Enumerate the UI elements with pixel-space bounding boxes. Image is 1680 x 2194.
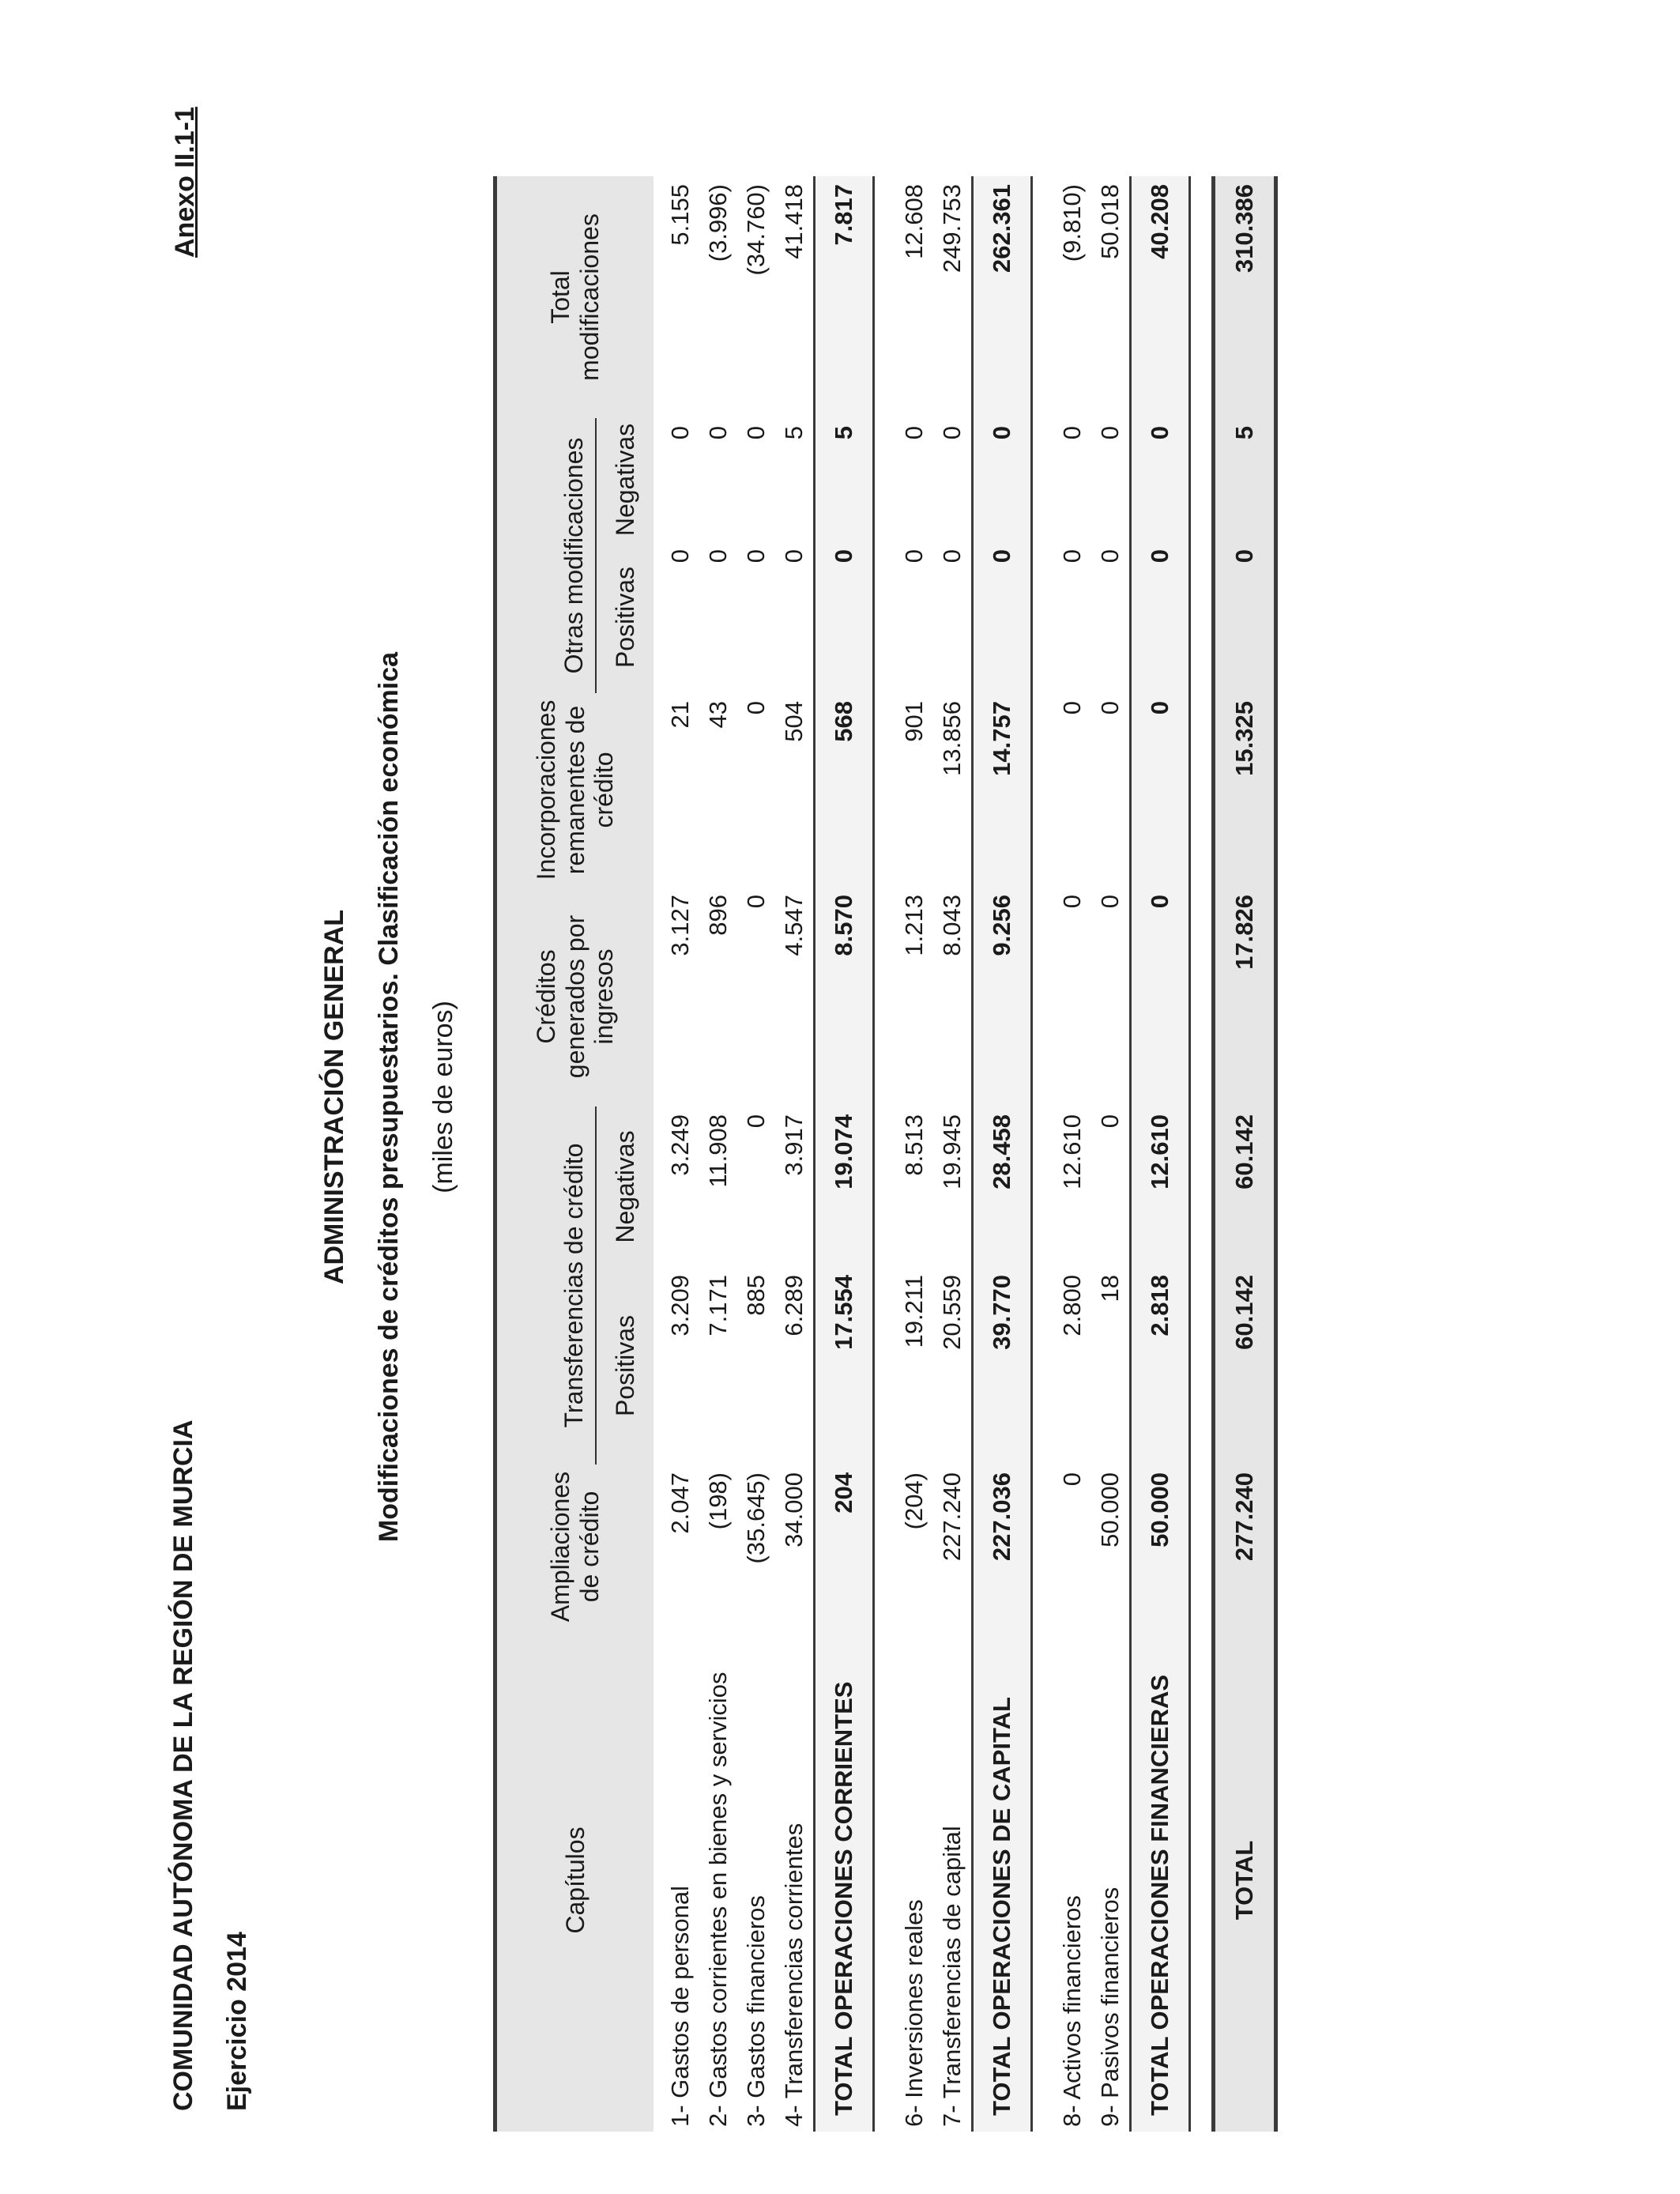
cell-value: 0 bbox=[1096, 1114, 1124, 1129]
cell-value: 0 bbox=[900, 426, 928, 440]
spacer-row bbox=[1190, 176, 1214, 2132]
header-otras-negativas: Negativas bbox=[596, 418, 654, 541]
cell-value: 21 bbox=[666, 701, 694, 729]
cell-value: (198) bbox=[704, 1472, 732, 1530]
cell-value: 3.249 bbox=[666, 1114, 694, 1176]
cell-value: 0 bbox=[1096, 549, 1124, 564]
cell-value: 20.559 bbox=[938, 1275, 966, 1350]
header-creditos-generados: Créditos generados por ingresos bbox=[495, 887, 654, 1106]
cell-value: 9.256 bbox=[973, 887, 1032, 1106]
cell-value: 19.074 bbox=[815, 1106, 874, 1267]
cell-value: 3.127 bbox=[666, 895, 694, 956]
cell-value: 2.800 bbox=[1058, 1275, 1086, 1336]
cell-value: 1.213 bbox=[900, 895, 928, 956]
cell-value: 4.547 bbox=[780, 895, 808, 956]
cell-value: 0 bbox=[1058, 701, 1086, 715]
cell-value: 0 bbox=[1096, 701, 1124, 715]
cell-value: 5.155 bbox=[666, 184, 694, 246]
table-header bbox=[495, 176, 654, 2132]
cell-value: 0 bbox=[704, 549, 732, 564]
table-row bbox=[1091, 176, 1131, 2132]
cell-value: 885 bbox=[742, 1275, 770, 1316]
row-label: TOTAL OPERACIONES DE CAPITAL bbox=[973, 1629, 1032, 2132]
cell-value: 2.818 bbox=[1131, 1267, 1190, 1465]
cell-value: 34.000 bbox=[780, 1472, 808, 1547]
cell-value: 6.289 bbox=[780, 1275, 808, 1336]
modifications-table bbox=[493, 176, 1278, 2132]
cell-value: 896 bbox=[704, 895, 732, 936]
header-transferencias: Transferencias de crédito bbox=[495, 1106, 597, 1465]
grand-total-row bbox=[1214, 176, 1276, 2132]
cell-value: 262.361 bbox=[973, 176, 1032, 418]
cell-value: 227.240 bbox=[938, 1472, 966, 1562]
cell-value: 0 bbox=[742, 701, 770, 715]
subtotal-row-capital bbox=[973, 176, 1032, 2132]
cell-value: 7.817 bbox=[815, 176, 874, 418]
cell-value: 12.610 bbox=[1131, 1106, 1190, 1267]
spacer-row bbox=[1032, 176, 1054, 2132]
table-body bbox=[654, 176, 1276, 2132]
cell-value: (34.760) bbox=[742, 184, 770, 276]
table-row bbox=[654, 176, 699, 2132]
row-label: 7- Transferencias de capital bbox=[938, 1826, 966, 2127]
row-label: 3- Gastos financieros bbox=[742, 1895, 770, 2127]
cell-value: 277.240 bbox=[1214, 1465, 1276, 1629]
cell-value: 5 bbox=[780, 426, 808, 440]
cell-value: 41.418 bbox=[780, 184, 808, 259]
cell-value: 13.856 bbox=[938, 701, 966, 776]
cell-value: 0 bbox=[1131, 887, 1190, 1106]
cell-value: 3.209 bbox=[666, 1275, 694, 1336]
header-otras-positivas: Positivas bbox=[596, 541, 654, 693]
cell-value: 19.211 bbox=[900, 1275, 928, 1348]
cell-value: 0 bbox=[900, 549, 928, 564]
table-row bbox=[1053, 176, 1091, 2132]
cell-value: 60.142 bbox=[1214, 1106, 1276, 1267]
organization-name: COMUNIDAD AUTÓNOMA DE LA REGIÓN DE MURCIA bbox=[168, 1419, 198, 2111]
cell-value: 0 bbox=[666, 549, 694, 564]
cell-value: 2.047 bbox=[666, 1472, 694, 1534]
cell-value: 249.753 bbox=[938, 184, 966, 273]
cell-value: 0 bbox=[780, 549, 808, 564]
row-label: 9- Pasivos financieros bbox=[1096, 1887, 1124, 2127]
cell-value: 0 bbox=[1096, 895, 1124, 909]
cell-value: 0 bbox=[1058, 549, 1086, 564]
cell-value: 310.386 bbox=[1214, 176, 1276, 418]
row-label: 6- Inversiones reales bbox=[900, 1899, 928, 2127]
cell-value: 0 bbox=[973, 541, 1032, 693]
header-incorporaciones: Incorporaciones remanentes de crédito bbox=[495, 693, 654, 887]
cell-value: 43 bbox=[704, 701, 732, 729]
cell-value: 0 bbox=[938, 426, 966, 440]
cell-value: 568 bbox=[815, 693, 874, 887]
report-subtitle: Modificaciones de créditos presupuestarios. Clasificación económica bbox=[374, 651, 404, 1543]
row-label: 8- Activos financieros bbox=[1058, 1895, 1086, 2127]
cell-value: 0 bbox=[973, 418, 1032, 541]
header-total-modificaciones: Total modificaciones bbox=[495, 176, 654, 418]
cell-value: 0 bbox=[938, 549, 966, 564]
subtotal-row-financieras bbox=[1131, 176, 1190, 2132]
cell-value: 0 bbox=[742, 426, 770, 440]
header-transf-positivas: Positivas bbox=[596, 1267, 654, 1465]
cell-value: 0 bbox=[1131, 418, 1190, 541]
cell-value: 0 bbox=[1096, 426, 1124, 440]
cell-value: 14.757 bbox=[973, 693, 1032, 887]
cell-value: 0 bbox=[1058, 426, 1086, 440]
annex-label: Anexo II.1-1 bbox=[170, 107, 200, 258]
cell-value: 0 bbox=[1058, 895, 1086, 909]
cell-value: 0 bbox=[1058, 1472, 1086, 1487]
cell-value: 0 bbox=[1131, 693, 1190, 887]
cell-value: 12.610 bbox=[1058, 1114, 1086, 1189]
cell-value: 50.018 bbox=[1096, 184, 1124, 259]
row-label: TOTAL bbox=[1214, 1629, 1276, 2132]
table-row bbox=[933, 176, 973, 2132]
row-label: TOTAL OPERACIONES FINANCIERAS bbox=[1131, 1629, 1190, 2132]
cell-value: 3.917 bbox=[780, 1114, 808, 1176]
cell-value: 0 bbox=[742, 549, 770, 564]
cell-value: 204 bbox=[815, 1465, 874, 1629]
cell-value: 12.608 bbox=[900, 184, 928, 259]
spacer-row bbox=[874, 176, 896, 2132]
row-label: 4- Transferencias corrientes bbox=[780, 1823, 808, 2127]
cell-value: 28.458 bbox=[973, 1106, 1032, 1267]
header-otras-modificaciones: Otras modificaciones bbox=[495, 418, 597, 693]
cell-value: 15.325 bbox=[1214, 693, 1276, 887]
cell-value: (204) bbox=[900, 1472, 928, 1530]
header-transf-negativas: Negativas bbox=[596, 1106, 654, 1267]
table-row bbox=[895, 176, 933, 2132]
cell-value: 17.826 bbox=[1214, 887, 1276, 1106]
cell-value: 18 bbox=[1096, 1275, 1124, 1302]
cell-value: 8.513 bbox=[900, 1114, 928, 1176]
subtotal-row-corrientes bbox=[815, 176, 874, 2132]
cell-value: 5 bbox=[815, 418, 874, 541]
row-label: TOTAL OPERACIONES CORRIENTES bbox=[815, 1629, 874, 2132]
report-units: (miles de euros) bbox=[428, 1001, 458, 1193]
cell-value: 0 bbox=[742, 1114, 770, 1129]
cell-value: 11.908 bbox=[704, 1114, 732, 1188]
cell-value: 5 bbox=[1214, 418, 1276, 541]
report-title: ADMINISTRACIÓN GENERAL bbox=[319, 909, 349, 1285]
row-label: 1- Gastos de personal bbox=[666, 1885, 694, 2127]
cell-value: 0 bbox=[1214, 541, 1276, 693]
cell-value: (9.810) bbox=[1058, 184, 1086, 262]
cell-value: 8.570 bbox=[815, 887, 874, 1106]
cell-value: 50.000 bbox=[1096, 1472, 1124, 1547]
cell-value: (3.996) bbox=[704, 184, 732, 262]
table-row bbox=[775, 176, 815, 2132]
header-ampliaciones: Ampliaciones de crédito bbox=[495, 1465, 654, 1629]
cell-value: 50.000 bbox=[1131, 1465, 1190, 1629]
cell-value: 0 bbox=[815, 541, 874, 693]
cell-value: 0 bbox=[742, 895, 770, 909]
cell-value: 0 bbox=[704, 426, 732, 440]
cell-value: 8.043 bbox=[938, 895, 966, 956]
cell-value: 227.036 bbox=[973, 1465, 1032, 1629]
cell-value: 7.171 bbox=[704, 1275, 732, 1336]
cell-value: 60.142 bbox=[1214, 1267, 1276, 1465]
cell-value: 19.945 bbox=[938, 1114, 966, 1189]
cell-value: 901 bbox=[900, 701, 928, 742]
cell-value: 40.208 bbox=[1131, 176, 1190, 418]
header-capitulos: Capítulos bbox=[495, 1629, 654, 2132]
cell-value: (35.645) bbox=[742, 1472, 770, 1564]
fiscal-year: Ejercicio 2014 bbox=[222, 1932, 252, 2111]
cell-value: 17.554 bbox=[815, 1267, 874, 1465]
cell-value: 0 bbox=[1131, 541, 1190, 693]
table-row bbox=[737, 176, 775, 2132]
cell-value: 39.770 bbox=[973, 1267, 1032, 1465]
table-row bbox=[699, 176, 737, 2132]
cell-value: 0 bbox=[666, 426, 694, 440]
row-label: 2- Gastos corrientes en bienes y servicios bbox=[704, 1672, 732, 2127]
cell-value: 504 bbox=[780, 701, 808, 742]
